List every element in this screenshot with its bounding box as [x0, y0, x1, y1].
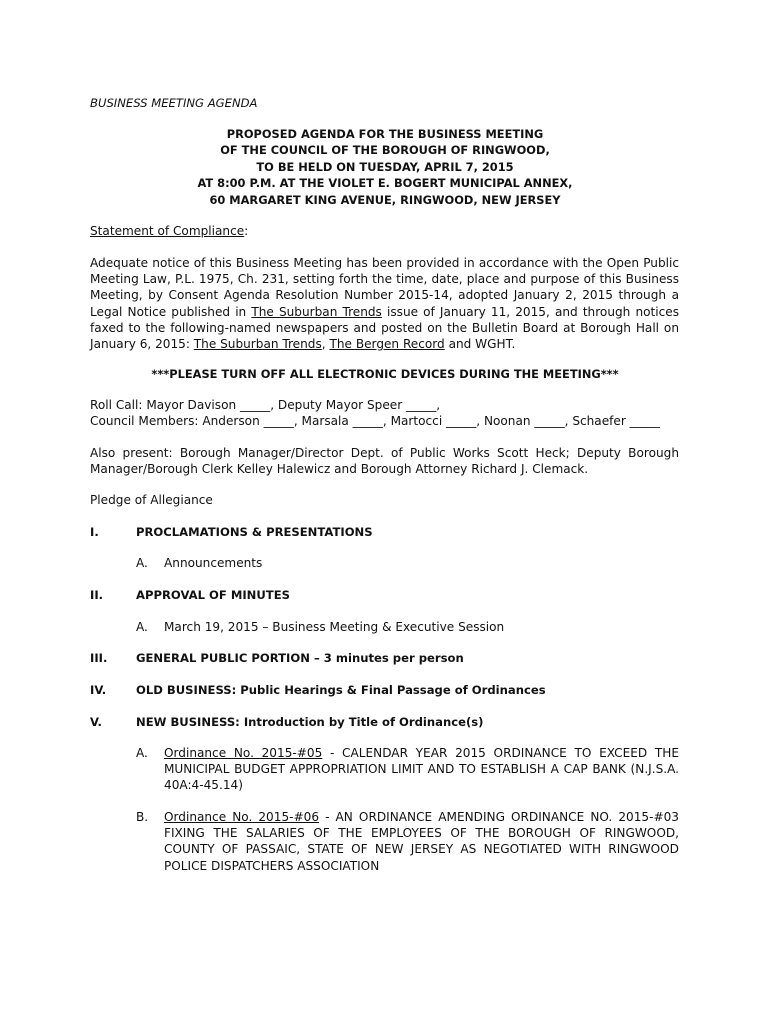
subitem-letter: A. — [136, 620, 148, 634]
title-line-4: AT 8:00 P.M. AT THE VIOLET E. BOGERT MUNICIPAL ANNEX, — [197, 176, 573, 191]
also-present-paragraph: Also present: Borough Manager/Director Dept. of Public Works Scott Heck; Deputy Borough Manager/Borough Clerk Kelley Halewicz and Borough Attorney Richard J. Clemack. — [90, 446, 679, 477]
title-line-1: PROPOSED AGENDA FOR THE BUSINESS MEETING — [226, 127, 544, 141]
section-title-old-business: OLD BUSINESS: Public Hearings & Final Passage of Ordinances — [136, 683, 546, 697]
ordinance-06-text: - AN ORDINANCE AMENDING ORDINANCE NO. 2015-#03 FIXING THE SALARIES OF THE EMPLOYEES OF THE BOROUGH OF RINGWOOD, COUNTY OF PASSAIC, STATE OF NEW JERSEY AS NEGOTIATED WITH RINGWOOD POLICE DISPATCHERS ASSOCIATION — [164, 810, 679, 873]
ordinance-06-link[interactable]: Ordinance No. 2015-#06 — [164, 810, 320, 824]
section-number-1: I. — [90, 525, 99, 539]
newspaper-suburban-trends-2: The Suburban Trends — [193, 337, 322, 352]
section-number-3: III. — [90, 651, 108, 665]
section-number-2: II. — [90, 588, 104, 602]
roll-call-line: Roll Call: Mayor Davison _____, Deputy Mayor Speer _____, — [90, 398, 441, 412]
compliance-heading — [90, 223, 248, 239]
subitem-letter: B. — [136, 810, 149, 824]
compliance-text-2: issue of January 11, 2015, and through notices faxed to the following-named newspapers and posted on the Bulletin Board at Borough Hall on January 6, 2015: — [90, 304, 679, 352]
compliance-separator: , — [321, 337, 330, 352]
section-title-public-portion: GENERAL PUBLIC PORTION – 3 minutes per person — [136, 651, 464, 665]
compliance-heading-colon: : — [244, 224, 249, 238]
devices-notice: ***PLEASE TURN OFF ALL ELECTRONIC DEVICES DURING THE MEETING*** — [151, 367, 619, 381]
newspaper-bergen-record: The Bergen Record — [329, 337, 445, 352]
newspaper-suburban-trends: The Suburban Trends — [251, 304, 382, 319]
agenda-title — [90, 126, 680, 208]
subitem-ordinance-05 — [164, 745, 679, 794]
section-number-5: V. — [90, 715, 102, 729]
section-title-proclamations: PROCLAMATIONS & PRESENTATIONS — [136, 525, 373, 539]
subitem-letter: A. — [136, 746, 148, 760]
section-number-4: IV. — [90, 683, 107, 697]
title-line-5: 60 MARGARET KING AVENUE, RINGWOOD, NEW JERSEY — [209, 192, 561, 207]
pledge-of-allegiance: Pledge of Allegiance — [90, 493, 213, 507]
title-line-3: TO BE HELD ON TUESDAY, APRIL 7, 2015 — [256, 159, 514, 174]
subitem-letter: A. — [136, 556, 148, 570]
section-title-minutes: APPROVAL OF MINUTES — [136, 588, 290, 602]
ordinance-05-link[interactable]: Ordinance No. 2015-#05 — [164, 746, 323, 760]
subitem-ordinance-06 — [164, 809, 679, 874]
title-line-2: OF THE COUNCIL OF THE BOROUGH OF RINGWOOD, — [220, 143, 550, 158]
subitem-announcements: Announcements — [164, 556, 263, 570]
compliance-text-3: and WGHT. — [444, 337, 516, 352]
council-members-line: Council Members: Anderson _____, Marsala _____, Martocci _____, Noonan _____, Schaefer _____ — [90, 414, 660, 428]
subitem-minutes-march-19: March 19, 2015 – Business Meeting & Executive Session — [164, 620, 505, 634]
section-title-new-business: NEW BUSINESS: Introduction by Title of Ordinance(s) — [136, 715, 484, 729]
header-label: BUSINESS MEETING AGENDA — [90, 96, 258, 110]
compliance-text-1: Adequate notice of this Business Meeting has been provided in accordance with the Open Public Meeting Law, P.L. 1975, Ch. 231, setting forth the time, date, place and purpose of this Business Meeting, by Consent Agenda Resolution Number 2015-14, adopted January 2, 2015 through a Legal Notice published in — [90, 256, 679, 319]
compliance-heading-text: Statement of Compliance — [90, 224, 245, 238]
compliance-paragraph — [90, 255, 679, 352]
ordinance-05-text: - CALENDAR YEAR 2015 ORDINANCE TO EXCEED THE MUNICIPAL BUDGET APPROPRIATION LIMIT AND TO ESTABLISH A CAP BANK (N.J.S.A. 40A:4-45.14) — [164, 746, 680, 793]
